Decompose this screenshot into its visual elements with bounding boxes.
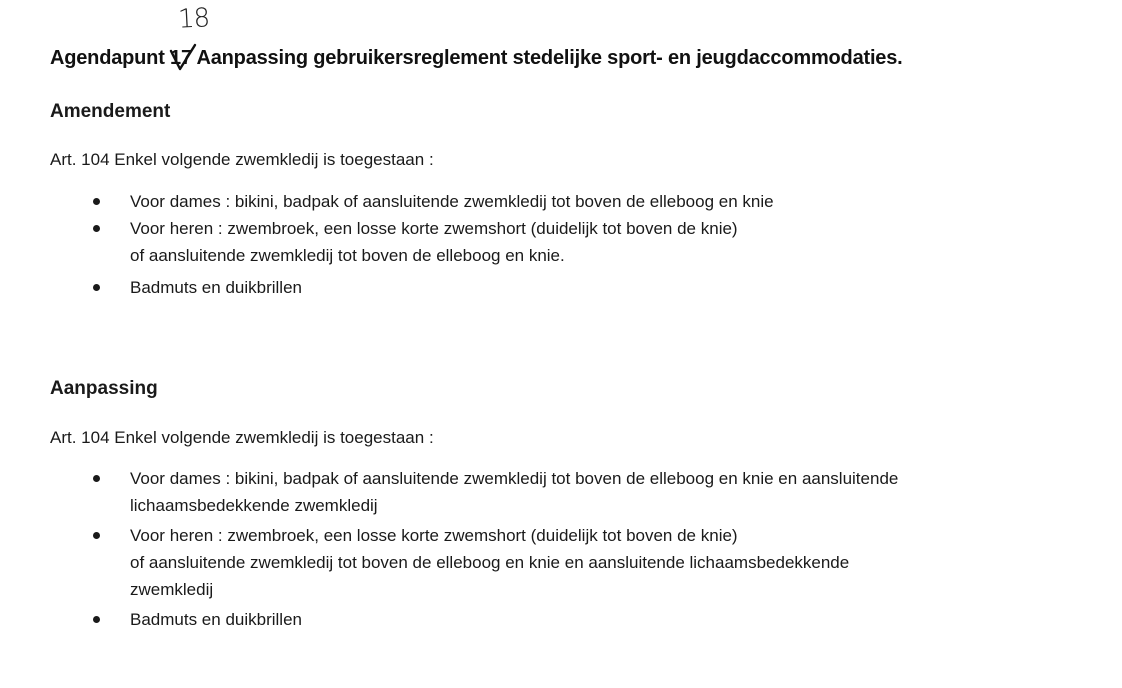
bullet-dot	[93, 198, 100, 205]
bullet-text-line: Badmuts en duikbrillen	[130, 278, 302, 297]
bullet-text-line: Badmuts en duikbrillen	[130, 610, 302, 629]
bullet-dot	[93, 475, 100, 482]
aanpassing-article: Art. 104 Enkel volgende zwemkledij is toegestaan :	[50, 428, 434, 447]
bullet-item	[0, 465, 1090, 519]
bullet-dot	[93, 225, 100, 232]
bullet-text-line: of aansluitende zwemkledij tot boven de elleboog en knie en aansluitende lichaamsbedekkende	[130, 553, 850, 572]
amendement-article: Art. 104 Enkel volgende zwemkledij is toegestaan :	[50, 150, 434, 169]
agenda-prefix: Agendapunt	[50, 47, 165, 69]
aanpassing-heading: Aanpassing	[50, 378, 158, 399]
struck-number-text: 17	[170, 47, 192, 69]
bullet-text-line: Voor heren : zwembroek, een losse korte zwemshort (duidelijk tot boven de knie)	[130, 219, 738, 238]
amendement-heading: Amendement	[50, 101, 171, 122]
bullet-text-line: Voor dames : bikini, badpak of aansluitende zwemkledij tot boven de elleboog en knie en aansluitende	[130, 469, 899, 488]
bullet-item	[0, 522, 1090, 603]
bullet-item	[0, 606, 1090, 633]
amendement-bullet-list	[0, 188, 1090, 301]
struck-agenda-number	[170, 47, 192, 70]
bullet-text-line: lichaamsbedekkende zwemkledij	[130, 496, 378, 515]
bullet-text-line: Voor heren : zwembroek, een losse korte zwemshort (duidelijk tot boven de knie)	[130, 526, 738, 545]
bullet-dot	[93, 616, 100, 623]
bullet-dot	[93, 284, 100, 291]
bullet-text-line: zwemkledij	[130, 580, 214, 599]
handwritten-agenda-number: 18	[177, 3, 210, 35]
bullet-item	[0, 188, 1090, 215]
bullet-item	[0, 274, 1090, 301]
aanpassing-bullet-list	[0, 465, 1090, 633]
agenda-title-text: Aanpassing gebruikersreglement stedelijke sport- en jeugdaccommodaties.	[196, 47, 903, 69]
bullet-dot	[93, 532, 100, 539]
bullet-text-line: Voor dames : bikini, badpak of aansluitende zwemkledij tot boven de elleboog en knie	[130, 192, 774, 211]
bullet-text-line: of aansluitende zwemkledij tot boven de elleboog en knie.	[130, 246, 565, 265]
agenda-title	[50, 47, 903, 70]
bullet-item	[0, 215, 1090, 269]
